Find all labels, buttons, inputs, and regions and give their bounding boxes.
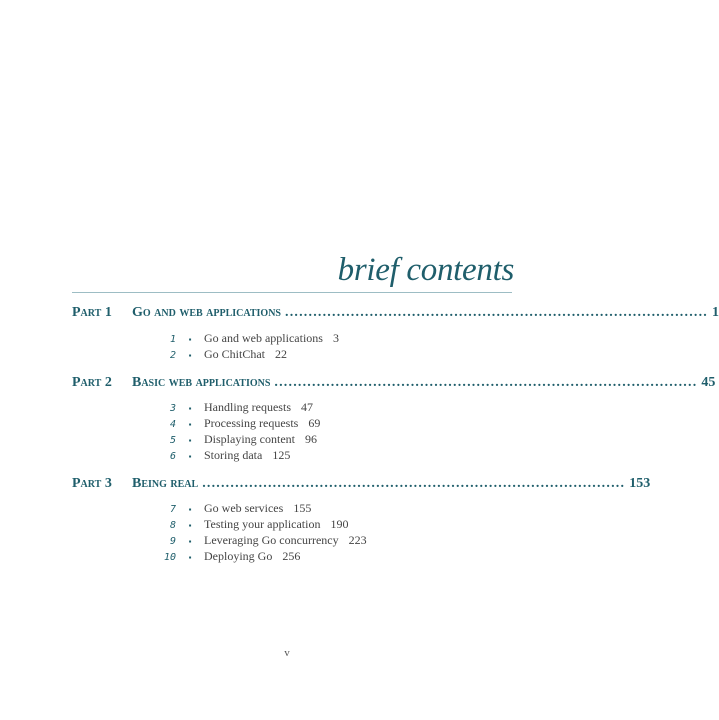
part-title: Go and web applications: [132, 305, 281, 320]
chapter-title: Go and web applications: [204, 331, 323, 345]
chapter-number: 1: [169, 334, 176, 345]
chapter-title: Deploying Go: [204, 549, 273, 563]
chapter-title: Processing requests: [204, 416, 299, 430]
chapter-row: [150, 549, 300, 565]
chapter-number: 10: [163, 552, 176, 563]
page-title: brief contents: [337, 252, 514, 288]
chapter-row: [150, 501, 311, 517]
chapter-number: 9: [169, 536, 176, 547]
chapter-number: 7: [169, 504, 176, 515]
chapter-title: Leveraging Go concurrency: [204, 533, 339, 547]
bullet-icon: ▪: [188, 452, 192, 461]
bullet-icon: ▪: [188, 335, 192, 344]
bullet-icon: ▪: [188, 420, 192, 429]
page-number: v: [284, 647, 290, 659]
chapter-page: 223: [348, 533, 367, 547]
chapter-number: 2: [169, 350, 176, 361]
title-rule: [72, 292, 512, 293]
chapter-page: 256: [282, 549, 301, 563]
chapter-row: [150, 432, 317, 448]
chapter-row: [150, 347, 287, 363]
part-title: Being real: [132, 476, 199, 491]
bullet-icon: ▪: [188, 436, 192, 445]
dot-leader: ..........................................................................................: [202, 476, 626, 491]
chapter-number: 3: [169, 403, 176, 414]
chapter-title: Handling requests: [204, 400, 291, 414]
chapter-page: 69: [308, 416, 321, 430]
chapter-number: 4: [169, 419, 176, 430]
chapter-row: [150, 517, 348, 533]
dot-leader: ..........................................................................................: [274, 375, 698, 390]
chapter-row: [150, 331, 339, 347]
chapter-row: [150, 533, 367, 549]
part-page: 153: [629, 476, 651, 491]
chapter-title: Go web services: [204, 501, 284, 515]
chapter-title: Go ChitChat: [204, 347, 266, 361]
chapter-page: 125: [272, 448, 291, 462]
chapter-row: [150, 448, 290, 464]
part-title: Basic web applications: [132, 375, 271, 390]
part-heading: [72, 375, 716, 395]
bullet-icon: ▪: [188, 537, 192, 546]
part-label: Part 3: [72, 476, 112, 491]
chapter-row: [150, 416, 320, 432]
bullet-icon: ▪: [188, 351, 192, 360]
chapter-page: 47: [300, 400, 313, 414]
chapter-page: 155: [293, 501, 312, 515]
chapter-row: [150, 400, 313, 416]
chapter-title: Displaying content: [204, 432, 295, 446]
chapter-title: Storing data: [204, 448, 263, 462]
part-page: 1: [712, 305, 719, 320]
chapter-page: 3: [332, 331, 339, 345]
chapter-number: 8: [169, 520, 176, 531]
chapter-number: 6: [169, 451, 176, 462]
part-heading: [72, 305, 719, 325]
part-heading: [72, 476, 651, 496]
chapter-page: 22: [275, 347, 288, 361]
part-label: Part 2: [72, 375, 112, 390]
bullet-icon: ▪: [188, 404, 192, 413]
bullet-icon: ▪: [188, 553, 192, 562]
bullet-icon: ▪: [188, 521, 192, 530]
chapter-number: 5: [169, 435, 176, 446]
part-label: Part 1: [72, 305, 112, 320]
chapter-page: 190: [330, 517, 349, 531]
chapter-title: Testing your application: [204, 517, 321, 531]
dot-leader: ..........................................................................................: [285, 305, 708, 320]
chapter-page: 96: [304, 432, 317, 446]
part-page: 45: [701, 375, 716, 390]
bullet-icon: ▪: [188, 505, 192, 514]
